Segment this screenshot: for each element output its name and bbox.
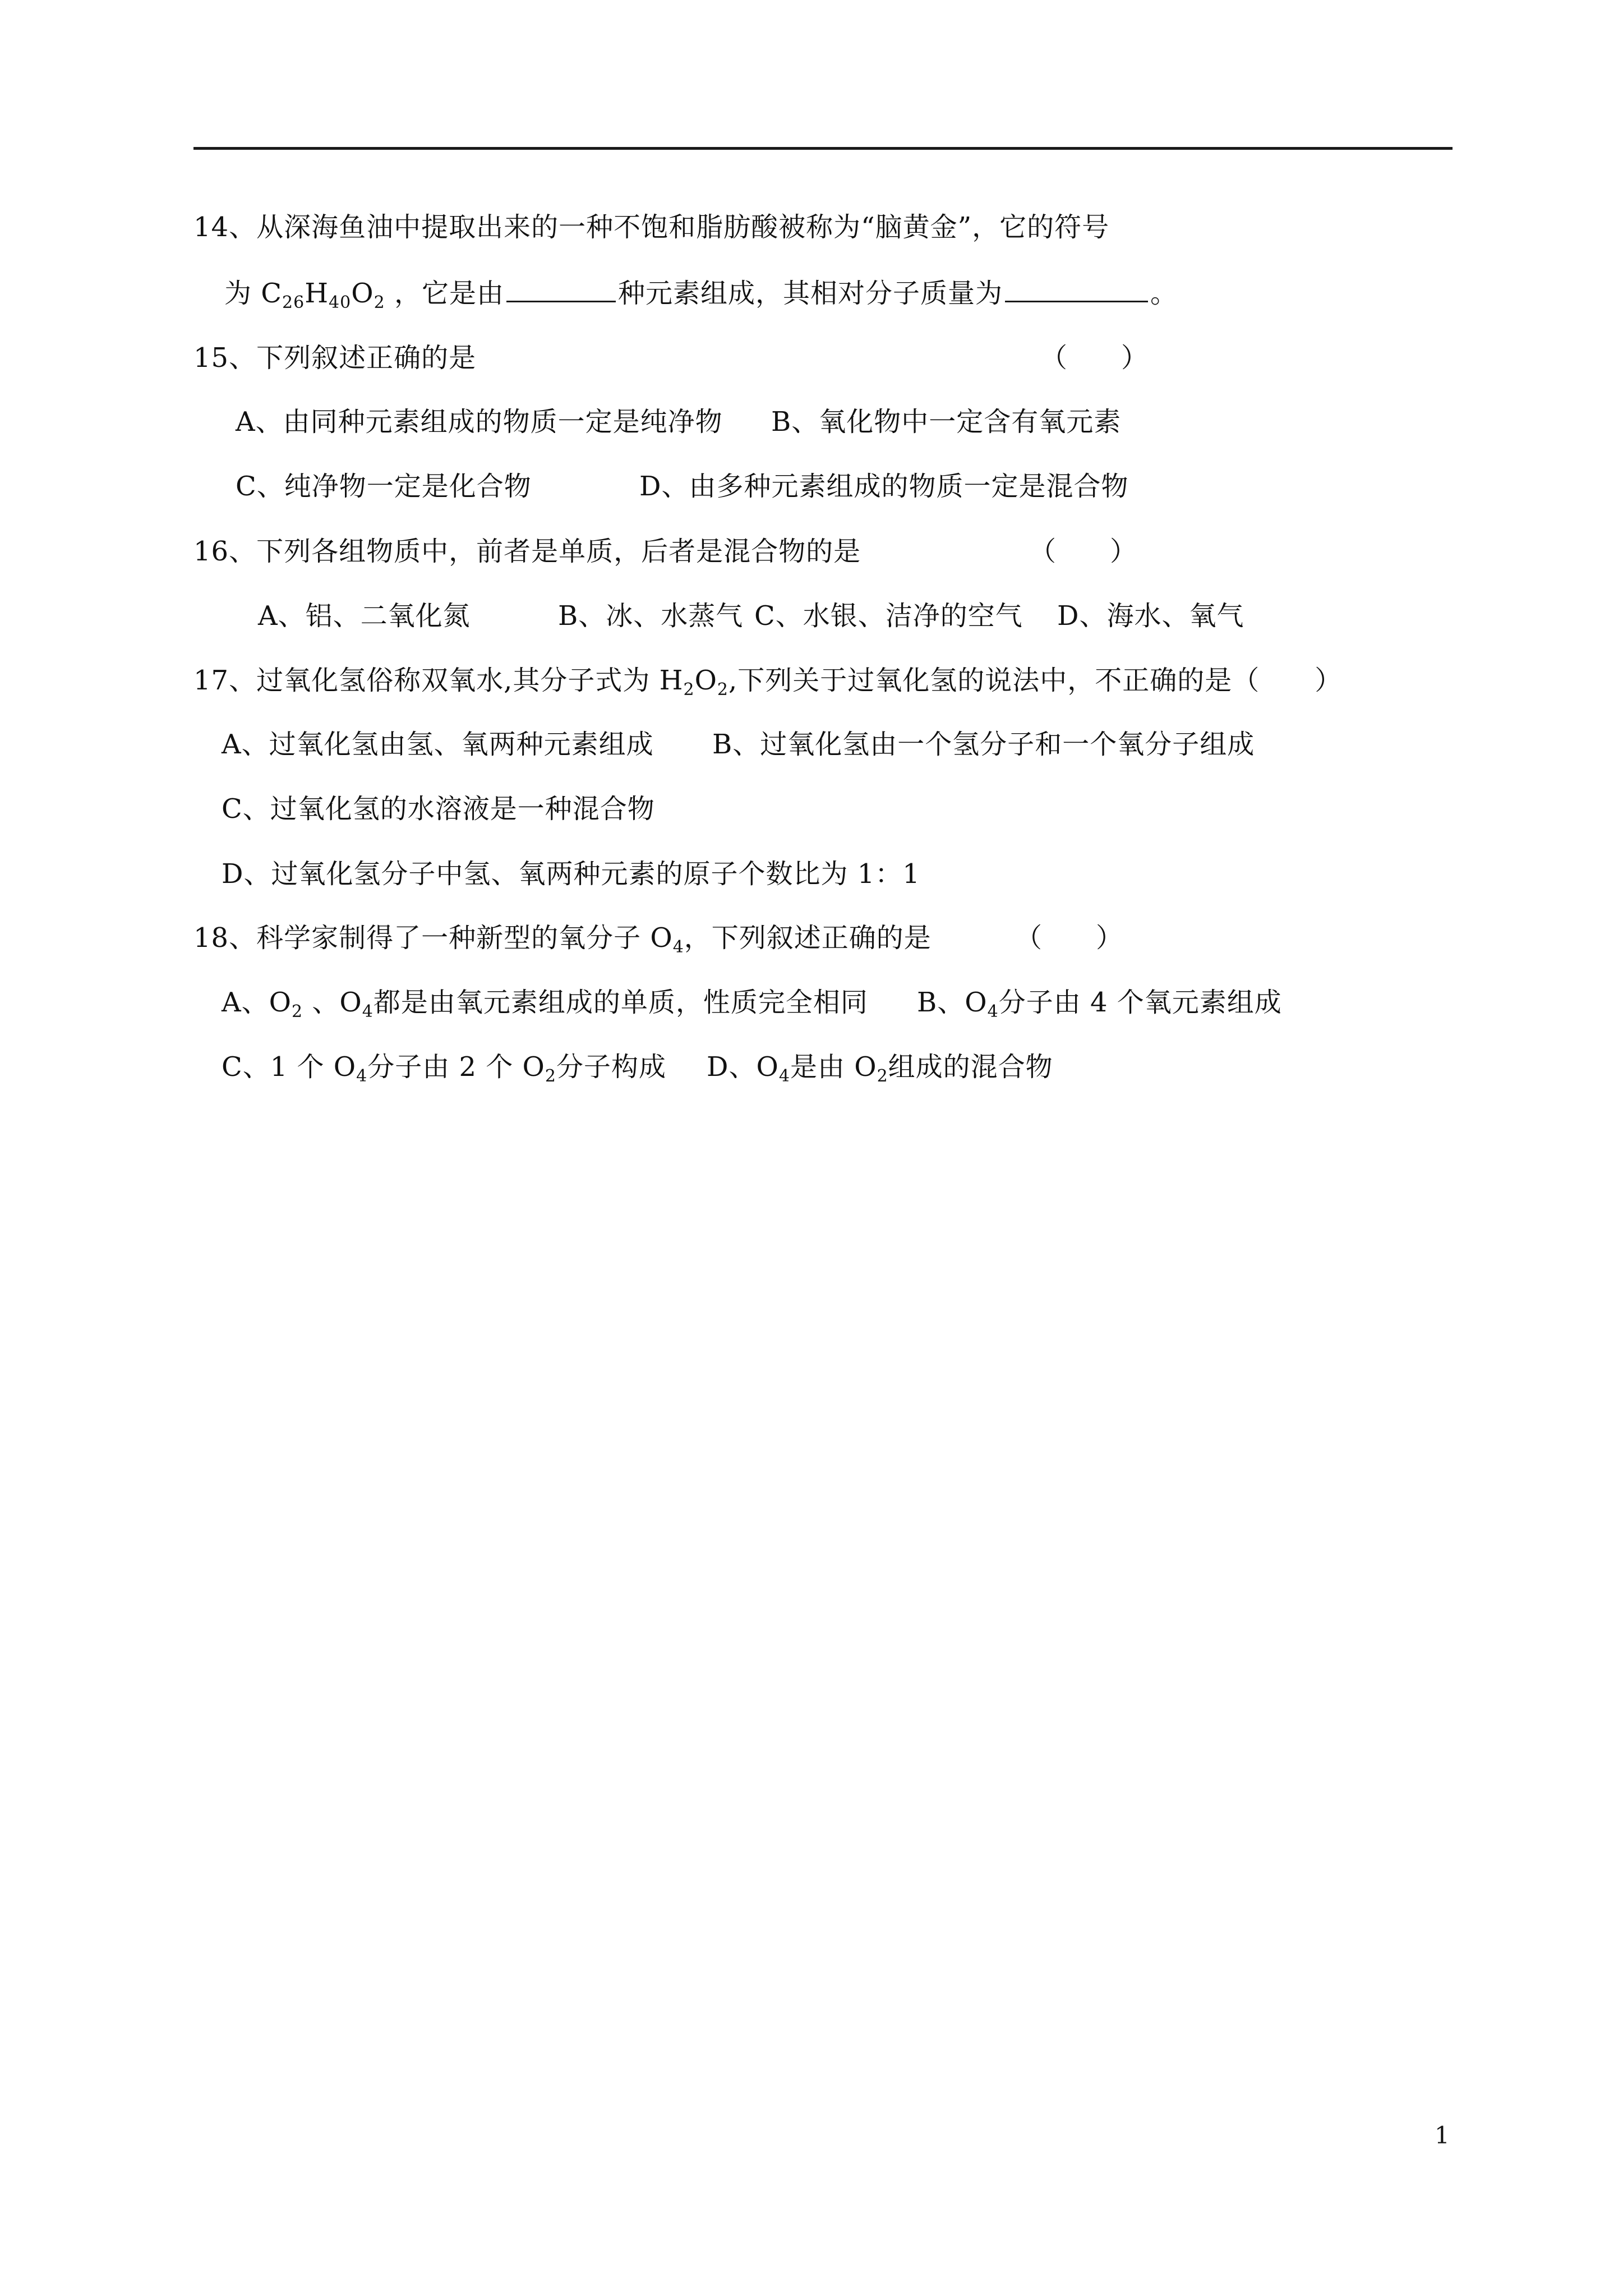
q14-line2: 为 $C_{26}H_{40}O_2$ ，它是由 种元素组成，其相对分子质量为 。 <box>224 276 1178 310</box>
q16-option-c: C、水银、洁净的空气 <box>754 600 1023 632</box>
page-number: 1 <box>1435 2122 1450 2149</box>
q18-option-a: A、$O_2$ 、$O_4$都是由氧元素组成的单质，性质完全相同 <box>222 987 868 1022</box>
q17-option-d: D、过氧化氢分子中氢、氧两种元素的原子个数比为 1：1 <box>222 858 920 890</box>
answer-blank-elements[interactable] <box>506 276 616 302</box>
q18-option-c: C、1 个 $O_4$分子由 2 个 $O_2$分子构成 <box>222 1051 667 1086</box>
q17-option-a: A、过氧化氢由氢、氧两种元素组成 <box>222 729 654 760</box>
q15-option-a: A、由同种元素组成的物质一定是纯净物 <box>236 406 723 438</box>
q14-line1: 14、从深海鱼油中提取出来的一种不饱和脂肪酸被称为“脑黄金”，它的符号 <box>193 211 1110 243</box>
q18-option-d: D、$O_4$是由 $O_2$组成的混合物 <box>707 1051 1053 1086</box>
q17-answer-bracket[interactable]: ,下列关于过氧化氢的说法中，不正确的是（ ） <box>728 665 1343 696</box>
q17-stem: 17、过氧化氢俗称双氧水,其分子式为 $H_2O_2$,下列关于过氧化氢的说法中，不正确的是（ ） <box>193 665 1343 700</box>
q18-option-b: B、$O_4$分子由 4 个氧元素组成 <box>917 987 1282 1022</box>
q16-option-b: B、冰、水蒸气 <box>558 600 744 632</box>
q17-option-c: C、过氧化氢的水溶液是一种混合物 <box>222 793 655 825</box>
answer-blank-molecular-mass[interactable] <box>1005 276 1148 302</box>
q18-answer-bracket[interactable]: （ ） <box>1015 922 1123 954</box>
q17-option-b: B、过氧化氢由一个氢分子和一个氧分子组成 <box>712 729 1255 760</box>
q15-option-c: C、纯净物一定是化合物 <box>236 471 532 502</box>
q16-option-a: A、铝、二氧化氮 <box>258 600 471 632</box>
header-rule <box>193 147 1453 150</box>
q15-option-b: B、氧化物中一定含有氧元素 <box>771 406 1122 438</box>
q15-stem: 15、下列叙述正确的是 <box>193 342 477 374</box>
q16-option-d: D、海水、氧气 <box>1057 600 1244 632</box>
q15-answer-bracket[interactable]: （ ） <box>1040 342 1149 374</box>
q16-stem: 16、下列各组物质中，前者是单质，后者是混合物的是 <box>193 536 861 567</box>
q15-option-d: D、由多种元素组成的物质一定是混合物 <box>639 471 1129 502</box>
q16-answer-bracket[interactable]: （ ） <box>1029 536 1137 567</box>
q18-stem: 18、科学家制得了一种新型的氧分子 $O_4$，下列叙述正确的是 <box>193 922 932 957</box>
